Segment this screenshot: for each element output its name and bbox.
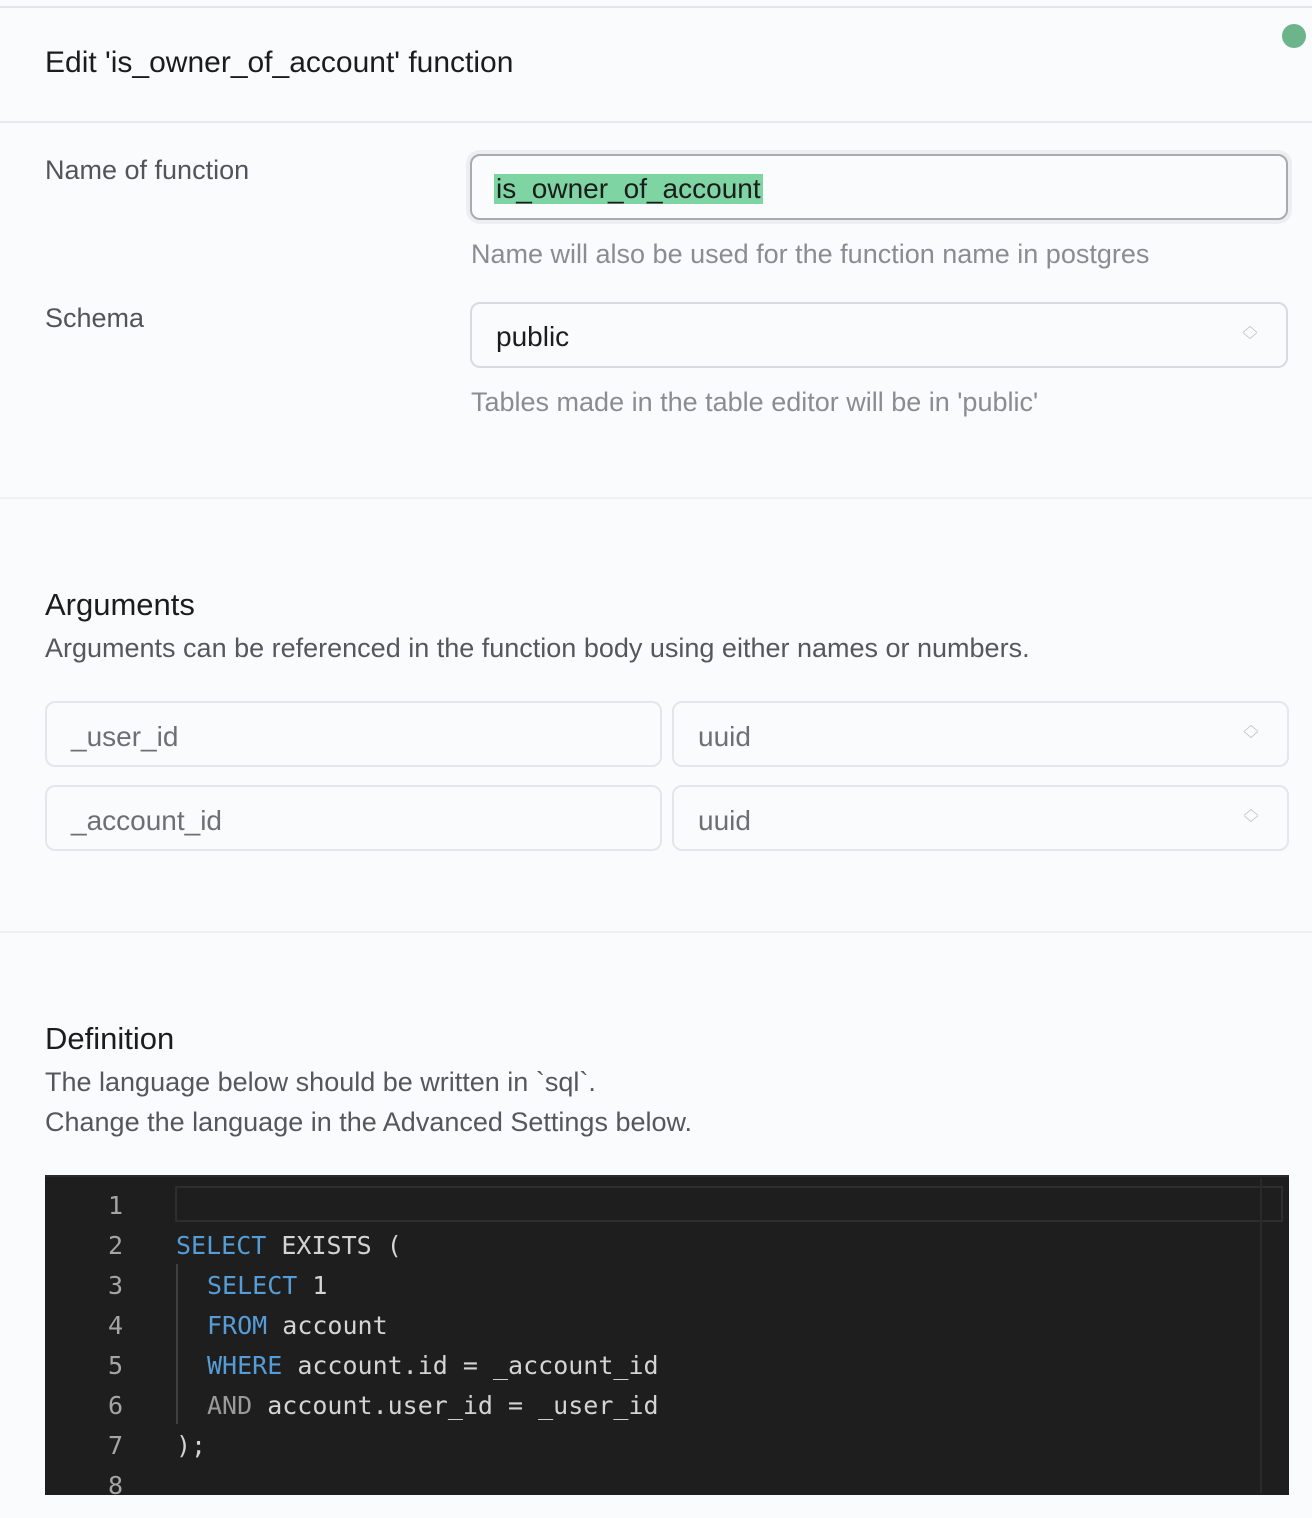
line-number-gutter <box>45 1177 145 1495</box>
code-text: account <box>267 1311 388 1340</box>
line-number: 8 <box>107 1471 123 1495</box>
chevron-up-down-icon: ︿ ﹀ <box>1243 717 1259 748</box>
argument-name-input[interactable] <box>45 785 662 851</box>
code-line <box>207 1351 659 1380</box>
function-name-value[interactable]: is_owner_of_account <box>496 173 761 204</box>
line-number: 7 <box>107 1431 123 1460</box>
editor-scrollbar[interactable] <box>1260 1178 1262 1493</box>
chevron-up-down-icon: ︿ ﹀ <box>1243 801 1259 832</box>
code-line <box>207 1391 659 1420</box>
sql-keyword: FROM <box>207 1311 268 1340</box>
argument-type-select[interactable] <box>672 701 1289 767</box>
arguments-description: Arguments can be referenced in the function body using either names or numbers. <box>45 633 1030 663</box>
definition-title: Definition <box>45 1021 175 1056</box>
line-number: 4 <box>107 1311 123 1340</box>
schema-label: Schema <box>45 303 145 333</box>
sql-keyword: SELECT <box>207 1271 298 1300</box>
current-line-highlight <box>175 1186 1283 1222</box>
sql-keyword: AND <box>207 1391 253 1420</box>
argument-name-input[interactable] <box>45 701 662 767</box>
indent-guide <box>176 1264 178 1424</box>
code-line <box>207 1311 388 1340</box>
argument-type-value[interactable]: uuid <box>698 805 751 836</box>
sql-keyword: SELECT <box>176 1231 267 1260</box>
definition-description-line1: The language below should be written in `sql`. <box>45 1067 596 1097</box>
argument-name-value[interactable]: _user_id <box>71 721 179 752</box>
chevron-up-down-icon: ︿ ﹀ <box>1242 318 1258 349</box>
definition-description-line2: Change the language in the Advanced Settings below. <box>45 1107 692 1137</box>
arguments-title: Arguments <box>45 587 195 622</box>
code-text: account.id = _account_id <box>282 1351 659 1380</box>
code-editor[interactable] <box>45 1175 1289 1495</box>
section-divider <box>0 931 1312 933</box>
schema-value[interactable]: public <box>496 321 570 352</box>
code-text: EXISTS ( <box>266 1231 402 1260</box>
argument-type-value[interactable]: uuid <box>698 721 751 752</box>
section-divider <box>0 497 1312 499</box>
line-number: 1 <box>107 1191 123 1220</box>
code-line: ); <box>176 1431 207 1460</box>
function-name-label: Name of function <box>45 155 250 185</box>
sql-keyword: WHERE <box>207 1351 283 1380</box>
line-number: 6 <box>107 1391 123 1420</box>
line-number: 3 <box>107 1271 123 1300</box>
line-number: 5 <box>107 1351 123 1380</box>
status-indicator <box>1282 24 1306 48</box>
function-name-hint: Name will also be used for the function name in postgres <box>471 239 1150 269</box>
argument-type-select[interactable] <box>672 785 1289 851</box>
page-title: Edit 'is_owner_of_account' function <box>45 46 514 79</box>
argument-name-value[interactable]: _account_id <box>71 805 223 836</box>
code-text: 1 <box>297 1271 328 1300</box>
code-line <box>207 1271 327 1300</box>
function-name-input[interactable] <box>470 154 1288 220</box>
schema-select[interactable] <box>470 302 1288 368</box>
code-line <box>176 1231 402 1260</box>
panel-header <box>0 8 1312 123</box>
code-text: account.user_id = _user_id <box>252 1391 659 1420</box>
schema-hint: Tables made in the table editor will be in 'public' <box>471 387 1039 417</box>
line-number: 2 <box>107 1231 123 1260</box>
